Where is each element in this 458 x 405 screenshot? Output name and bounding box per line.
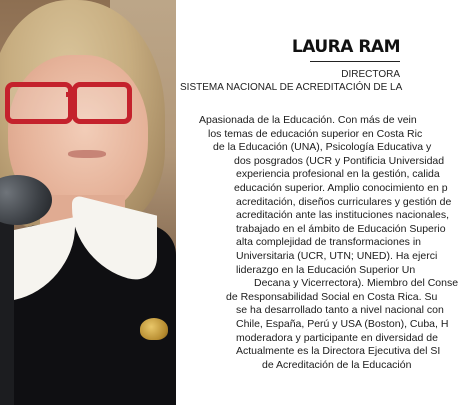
bio-line: Chile, España, Perú y USA (Boston), Cuba, H bbox=[236, 318, 449, 330]
bio-line: liderazgo en la Educación Superior Un bbox=[236, 263, 416, 276]
bio-line: Universitaria (UCR, UTN; UNED). Ha ejerci bbox=[236, 250, 438, 262]
bio-line: alta complejidad de transformaciones in bbox=[236, 236, 422, 249]
bio-line: Decana y Vicerrectora). Miembro del Conse bbox=[254, 277, 458, 290]
bio-line: acreditación, diseños curriculares y gestión de bbox=[236, 195, 452, 208]
bio-line: Apasionada de la Educación. Con más de vein bbox=[199, 114, 417, 126]
red-glasses-bridge bbox=[66, 92, 76, 97]
speaker-bio bbox=[0, 114, 458, 371]
bio-line: se ha desarrollado tanto a nivel nacional con bbox=[236, 304, 444, 317]
bio-line: acreditación ante las instituciones nacionales, bbox=[236, 209, 450, 222]
bio-line: moderadora y participante en diversidad de bbox=[236, 331, 438, 344]
bio-line: educación superior. Amplio conocimiento en p bbox=[234, 182, 448, 194]
speaker-role bbox=[180, 68, 403, 94]
bio-line: Actualmente es la Directora Ejecutiva del SI bbox=[236, 345, 441, 358]
speaker-name: LAURA RAM bbox=[291, 37, 400, 57]
bio-line: los temas de educación superior en Costa Ric bbox=[208, 127, 423, 140]
role-title: DIRECTORA bbox=[341, 69, 400, 80]
bio-line: de Acreditación de la Educación bbox=[262, 358, 412, 371]
bio-line: trabajado en el ámbito de Educación Superio bbox=[236, 222, 446, 235]
bio-line: dos posgrados (UCR y Pontificia Universidad bbox=[234, 154, 445, 167]
role-organization: SISTEMA NACIONAL DE ACREDITACIÓN DE LA bbox=[180, 82, 403, 93]
bio-line: experiencia profesional en la gestión, calida bbox=[236, 168, 440, 181]
bio-line: de la Educación (UNA), Psicología Educativa y bbox=[213, 141, 432, 154]
bio-line: de Responsabilidad Social en Costa Rica. Su bbox=[226, 290, 438, 303]
name-divider bbox=[310, 61, 400, 62]
